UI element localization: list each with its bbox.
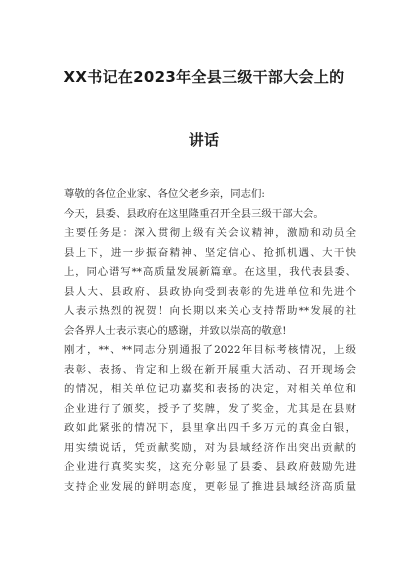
speech-body (64, 185, 356, 497)
body-line: 的情况，相关单位记功嘉奖和表扬的决定，对相关单位和 (64, 383, 356, 395)
document-title-line1: XX书记在2023年全县三级干部大会上的 (63, 68, 345, 86)
body-line: 会各界人士表示衷心的感谢，并致以崇高的敬意! (64, 324, 287, 337)
body-line: 企业进行了颁奖，授予了奖牌，发了奖金，尤其是在县财 (64, 402, 356, 415)
body-line: 今天，县委、县政府在这里隆重召开全县三级干部大会。 (64, 207, 324, 220)
document-title-line2: 讲话 (188, 131, 220, 149)
body-line: 支持企业发展的鲜明态度，更彰显了推进县域经济高质量 (64, 480, 356, 493)
body-line: 县上下，进一步振奋精神、坚定信心、抢抓机遇、大干快 (64, 246, 356, 259)
body-line: 人表示热烈的祝贺！向长期以来关心支持帮助**发展的社 (64, 305, 356, 317)
body-line: 县人大、县政府、县政协向受到表彰的先进单位和先进个 (64, 285, 356, 298)
body-line: 刚才，**、**同志分别通报了2022年目标考核情况，上级 (64, 344, 356, 356)
salutation-line: 尊敬的各位企业家、各位父老乡亲，同志们: (64, 188, 265, 200)
body-line: 企业进行真奖实奖，这充分彰显了县委、县政府鼓励先进 (64, 461, 356, 473)
body-line: 表彰、表扬、肯定和上级在新开展重大活动、召开现场会 (64, 363, 356, 376)
body-line: 政如此紧张的情况下，县里拿出四千多万元的真金白银， (64, 422, 356, 434)
body-line: 主要任务是：深入贯彻上级有关会议精神，激励和动员全 (64, 227, 356, 239)
body-line: 用实绩说话，凭贡献奖励，对为县域经济作出突出贡献的 (64, 441, 356, 454)
body-line: 上，同心谱写**高质量发展新篇章。在这里，我代表县委、 (64, 266, 356, 278)
